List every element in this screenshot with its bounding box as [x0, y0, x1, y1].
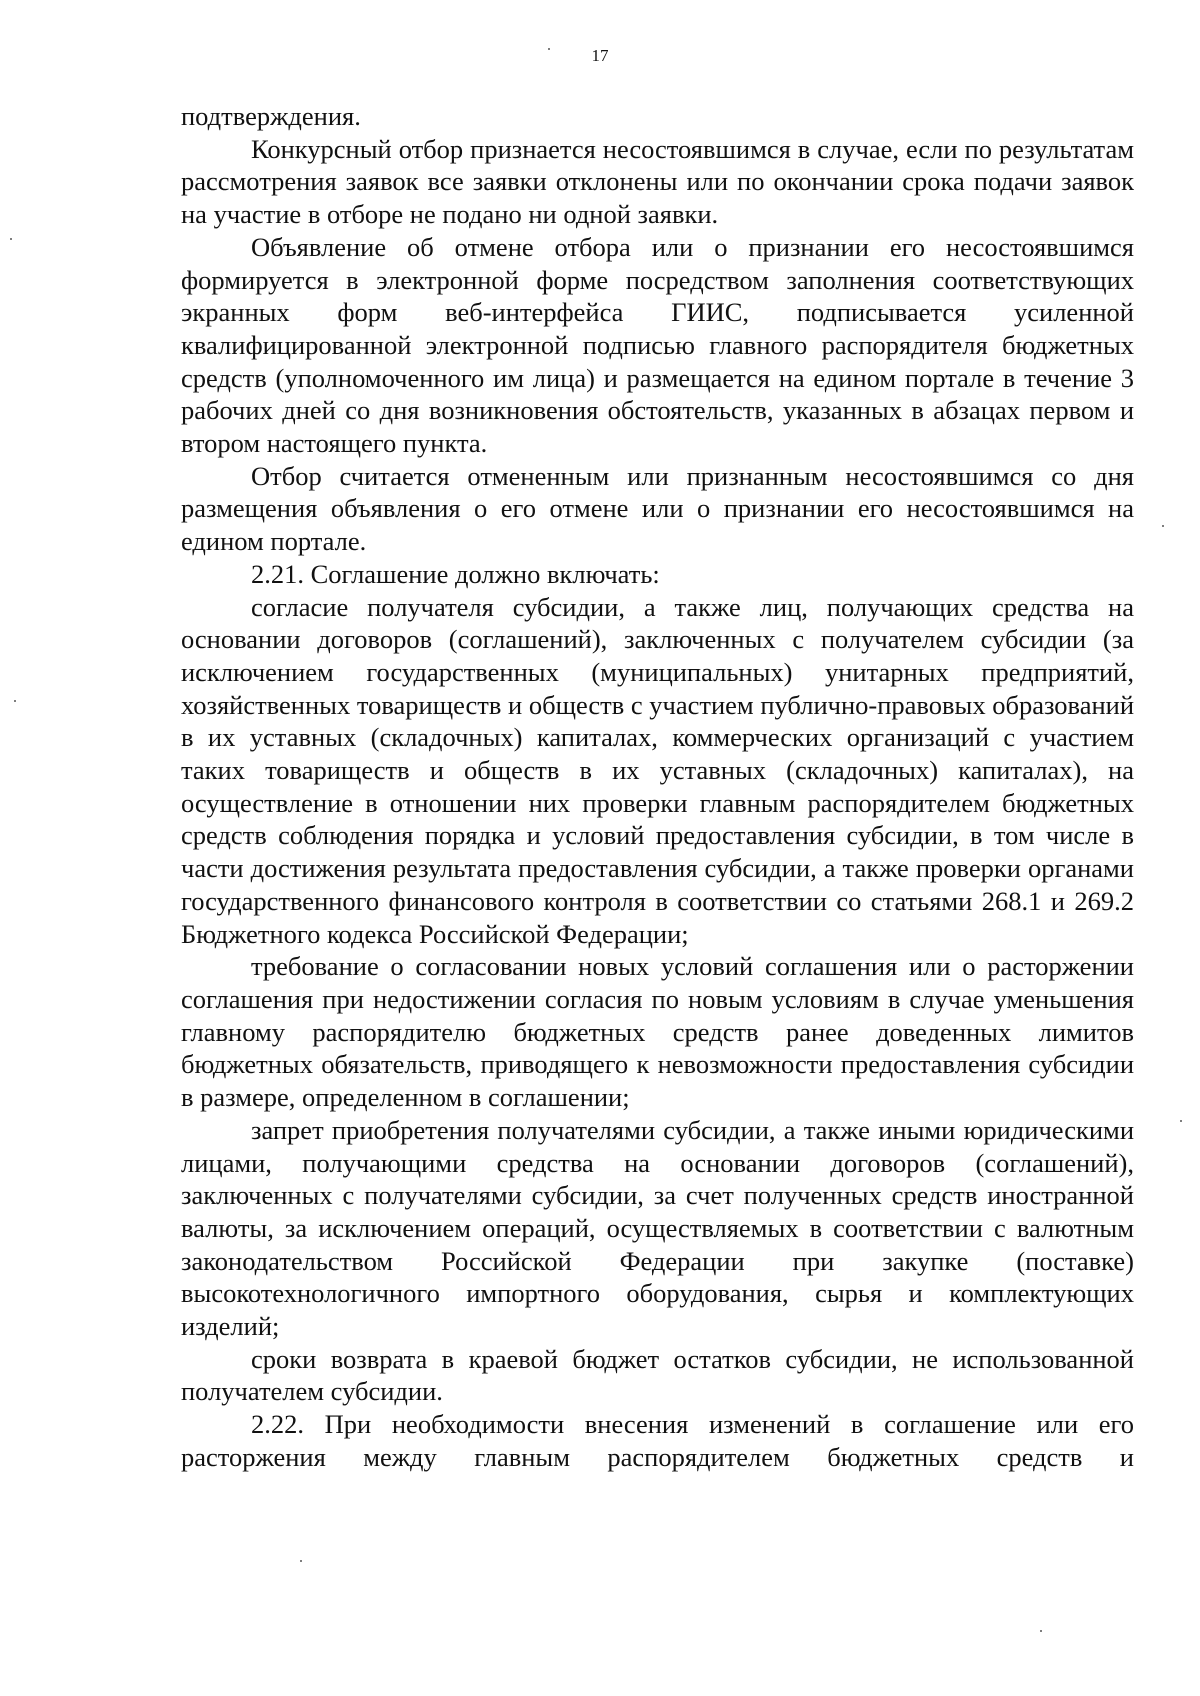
paragraph: запрет приобретения получателями субсидии, а также иными юридическими лицами, получающими средства на основании договоров (соглашений), заключенных с получателями субсидии, за счет полученных средств иностранной валюты, за исключением операций, осуществляемых в соответствии с валютным законодательством Российской Федерации при закупке (поставке) высокотехнологичного импортного оборудования, сырья и комплектующих изделий;: [181, 1114, 1134, 1342]
scan-speck: [10, 238, 12, 240]
scan-speck: [1162, 525, 1164, 527]
scan-speck: [1040, 1630, 1042, 1632]
scan-speck: [300, 1560, 302, 1562]
page-number: 17: [591, 46, 609, 65]
scan-speck: [1180, 1120, 1182, 1122]
paragraph: Конкурсный отбор признается несостоявшимся в случае, если по результатам рассмотрения заявок все заявки отклонены или по окончании срока подачи заявок на участие в отборе не подано ни одной заявки.: [181, 133, 1134, 230]
document-body: [181, 100, 1134, 1474]
paragraph: Отбор считается отмененным или признанным несостоявшимся со дня размещения объявления о его отмене или о признании его несостоявшимся на едином портале.: [181, 460, 1134, 557]
paragraph: требование о согласовании новых условий соглашения или о расторжении соглашения при недостижении согласия по новым условиям в случае уменьшения главному распорядителю бюджетных средств ранее доведенных лимитов бюджетных обязательств, приводящего к невозможности предоставления субсидии в размере, определенном в соглашении;: [181, 951, 1134, 1113]
paragraph: Объявление об отмене отбора или о признании его несостоявшимся формируется в электронной форме посредством заполнения соответствующих экранных форм веб-интерфейса ГИИС, подписывается усиленной квалифицированной электронной подписью главного распорядителя бюджетных средств (уполномоченного им лица) и размещается на едином портале в течение 3 рабочих дней со дня возникновения обстоятельств, указанных в абзацах первом и втором настоящего пункта.: [181, 231, 1134, 459]
section-heading: 2.21. Соглашение должно включать:: [251, 558, 660, 589]
paragraph: 2.22. При необходимости внесения изменений в соглашение или его расторжения между главным распорядителем бюджетных средств и: [181, 1409, 1134, 1472]
scan-speck: [14, 700, 16, 702]
paragraph: согласие получателя субсидии, а также лиц, получающих средства на основании договоров (соглашений), заключенных с получателем субсидии (за исключением государственных (муниципальных) унитарных предприятий, хозяйственных товариществ и обществ с участием публично-правовых образований в их уставных (складочных) капиталах, коммерческих организаций с участием таких товариществ и обществ в их уставных (складочных) капиталах), на осуществление в отношении них проверки главным распорядителем бюджетных средств соблюдения порядка и условий предоставления субсидии, в том числе в части достижения результата предоставления субсидии, а также проверки органами государственного финансового контроля в соответствии со статьями 268.1 и 269.2 Бюджетного кодекса Российской Федерации;: [181, 591, 1134, 949]
paragraph: подтверждения.: [181, 101, 361, 131]
scan-speck: [548, 48, 550, 50]
paragraph: сроки возврата в краевой бюджет остатков субсидии, не использованной получателем субсидии.: [181, 1343, 1134, 1407]
